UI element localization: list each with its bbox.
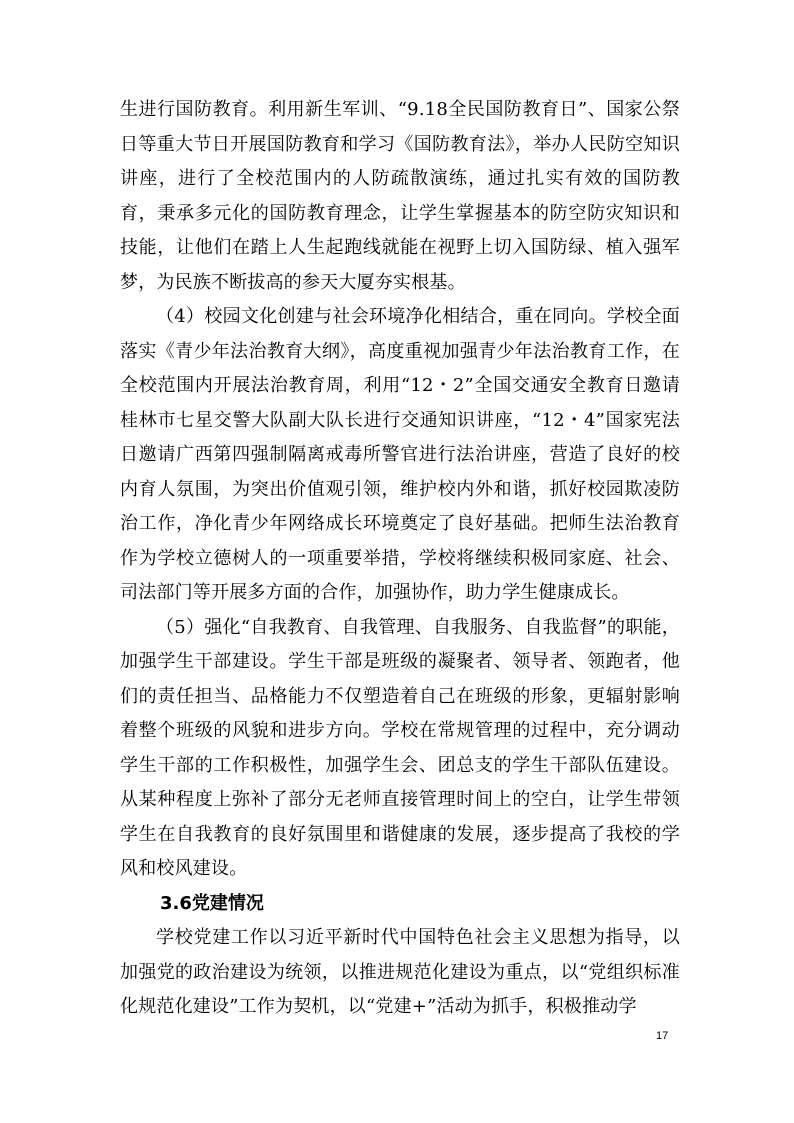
paragraph-student-cadres: （5）强化“自我教育、自我管理、自我服务、自我监督”的职能，加强学生干部建设。学生干部是班级的凝聚者、领导者、领跑者，他们的责任担当、品格能力不仅塑造着自己在班级的形象，更辐射影响着整个班级的风貌和进步方向。学校在常规管理的过程中，充分调动学生干部的工作积极性，加强学生会、团总支的学生干部队伍建设。从某种程度上弥补了部分无老师直接管理时间上的空白，让学生带领学生在自我教育的良好氛围里和谐健康的发展，逐步提高了我校的学风和校风建设。	[120, 616, 680, 879]
document-body	[120, 93, 680, 1025]
paragraph-party-building: 学校党建工作以习近平新时代中国特色社会主义思想为指导，以加强党的政治建设为统领，以推进规范化建设为重点，以“党组织标准化规范化建设”工作为契机，以“党建+”活动为抓手，积极推动学	[120, 927, 680, 1017]
paragraph-national-defense: 生进行国防教育。利用新生军训、“9.18全民国防教育日”、国家公祭日等重大节日开展国防教育和学习《国防教育法》，举办人民防空知识讲座，进行了全校范围内的人防疏散演练，通过扎实有效的国防教育，秉承多元化的国防教育理念，让学生掌握基本的防空防灾知识和技能，让他们在踏上人生起跑线就能在视野上切入国防绿、植入强军梦，为民族不断拔高的参天大厦夯实根基。	[120, 99, 680, 293]
paragraph-law-education: （4）校园文化创建与社会环境净化相结合，重在同向。学校全面落实《青少年法治教育大纲》，高度重视加强青少年法治教育工作，在全校范围内开展法治教育周，利用“12・2”全国交通安全教育日邀请桂林市七星交警大队副大队长进行交通知识讲座，“12・4”国家宪法日邀请广西第四强制隔离戒毒所警官进行法治讲座，营造了良好的校内育人氛围，为突出价值观引领，维护校内外和谐，抓好校园欺凌防治工作，净化青少年网络成长环境奠定了良好基础。把师生法治教育作为学校立德树人的一项重要举措，学校将继续积极同家庭、社会、司法部门等开展多方面的合作，加强协作，助力学生健康成长。	[120, 306, 680, 603]
page-number: 17	[656, 1030, 669, 1042]
section-heading-party-building: 3.6党建情况	[160, 892, 264, 914]
